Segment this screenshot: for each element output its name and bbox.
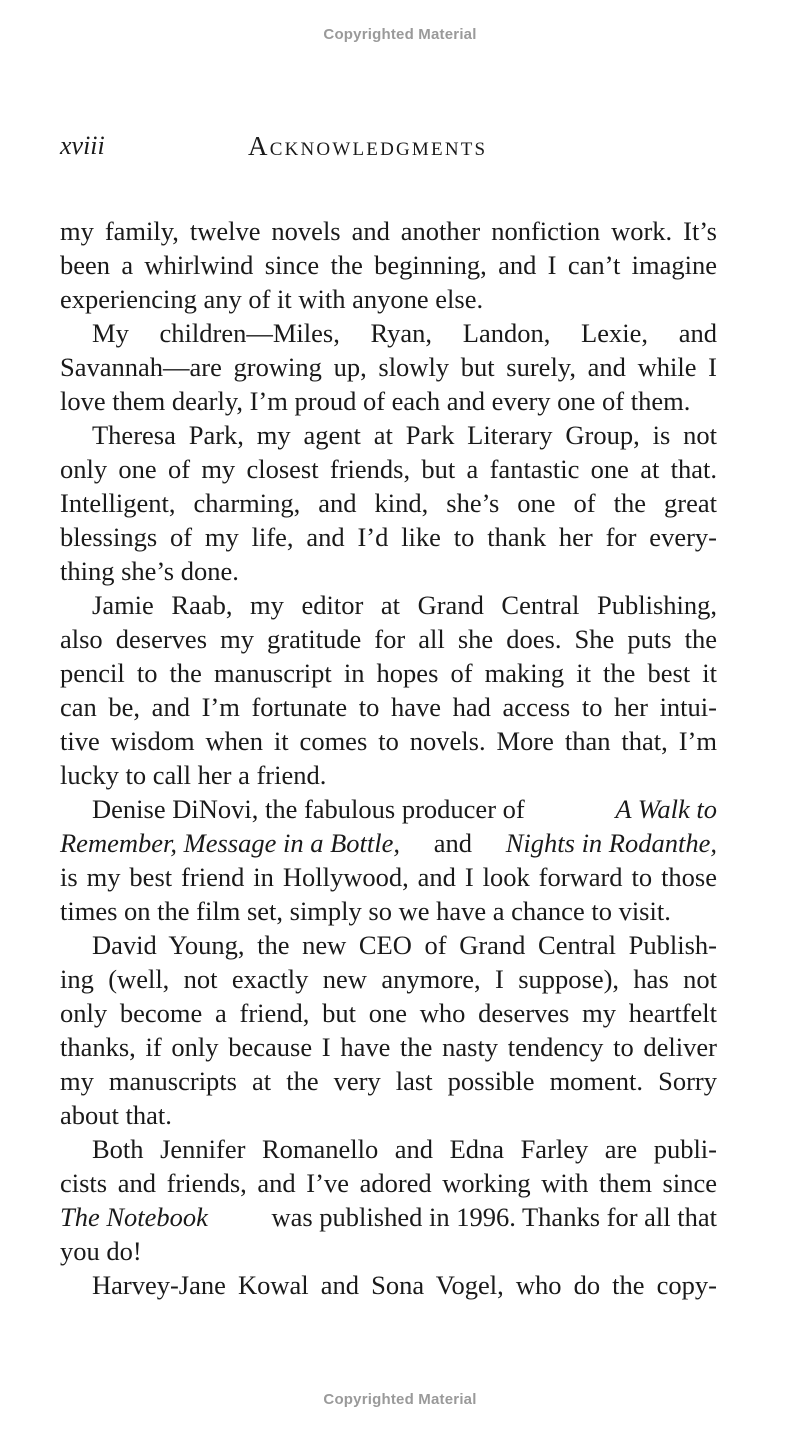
text-line: is my best friend in Hollywood, and I look forward to those <box>60 862 717 892</box>
text-line: Theresa Park, my agent at Park Literary Group, is not <box>92 420 717 450</box>
text-line: ing (well, not exactly new anymore, I suppose), has not <box>60 964 717 994</box>
text-line: pencil to the manuscript in hopes of making it the best it <box>60 658 717 688</box>
copyright-watermark-top: Copyrighted Material <box>323 26 477 43</box>
text-line: David Young, the new CEO of Grand Central Publish- <box>92 930 717 960</box>
book-title: Remember, Message in a Bottle, <box>60 828 400 858</box>
paragraph <box>60 928 717 1132</box>
text-line: tive wisdom when it comes to novels. More than that, I’m <box>60 726 717 756</box>
text-line: times on the film set, simply so we have a chance to visit. <box>60 896 671 926</box>
text-line: My children—Miles, Ryan, Landon, Lexie, and <box>92 318 717 348</box>
running-head <box>60 128 720 164</box>
text-line: my family, twelve novels and another nonfiction work. It’s <box>60 216 717 246</box>
book-title: A Walk to <box>615 794 717 824</box>
chapter-title: Acknowledgments <box>248 131 488 161</box>
text-line: Remember, Message in a Bottle, and Nights in Rodanthe, <box>60 828 717 858</box>
text-line: only become a friend, but one who deserves my heartfelt <box>60 998 717 1028</box>
text-line: can be, and I’m fortunate to have had access to her intui- <box>60 692 717 722</box>
text-line: cists and friends, and I’ve adored working with them since <box>60 1168 717 1198</box>
text-line: also deserves my gratitude for all she does. She puts the <box>60 624 717 654</box>
text-line: Harvey-Jane Kowal and Sona Vogel, who do the copy- <box>92 1270 717 1300</box>
paragraph <box>60 214 717 316</box>
text-line: thing she’s done. <box>60 556 239 586</box>
text-line: Jamie Raab, my editor at Grand Central Publishing, <box>92 590 717 620</box>
text-line: love them dearly, I’m proud of each and every one of them. <box>60 386 691 416</box>
paragraph <box>60 588 717 792</box>
text-line: The Notebook was published in 1996. Thanks for all that <box>60 1202 717 1232</box>
paragraph <box>60 792 717 928</box>
paragraph <box>60 418 717 588</box>
text-line: about that. <box>60 1100 172 1130</box>
book-title: Nights in Rodanthe, <box>505 828 717 858</box>
text-line: Denise DiNovi, the fabulous producer of A Walk to <box>92 794 717 824</box>
text-line: Intelligent, charming, and kind, she’s one of the great <box>60 488 717 518</box>
text-line: only one of my closest friends, but a fantastic one at that. <box>60 454 717 484</box>
text-line: lucky to call her a friend. <box>60 760 327 790</box>
text-line: Both Jennifer Romanello and Edna Farley are publi- <box>92 1134 717 1164</box>
text-line: my manuscripts at the very last possible moment. Sorry <box>60 1066 717 1096</box>
text-line: Savannah—are growing up, slowly but surely, and while I <box>60 352 717 382</box>
body-text <box>60 214 717 1302</box>
text-line: thanks, if only because I have the nasty tendency to deliver <box>60 1032 717 1062</box>
text-line: blessings of my life, and I’d like to thank her for every- <box>60 522 717 552</box>
text-line: you do! <box>60 1236 142 1266</box>
paragraph <box>60 1268 717 1302</box>
text-line: experiencing any of it with anyone else. <box>60 284 484 314</box>
paragraph <box>60 316 717 418</box>
copyright-watermark-bottom: Copyrighted Material <box>323 1391 477 1408</box>
book-title: The Notebook <box>60 1202 208 1232</box>
page-number: xviii <box>60 131 105 160</box>
text-line: been a whirlwind since the beginning, and I can’t imagine <box>60 250 717 280</box>
paragraph <box>60 1132 717 1268</box>
